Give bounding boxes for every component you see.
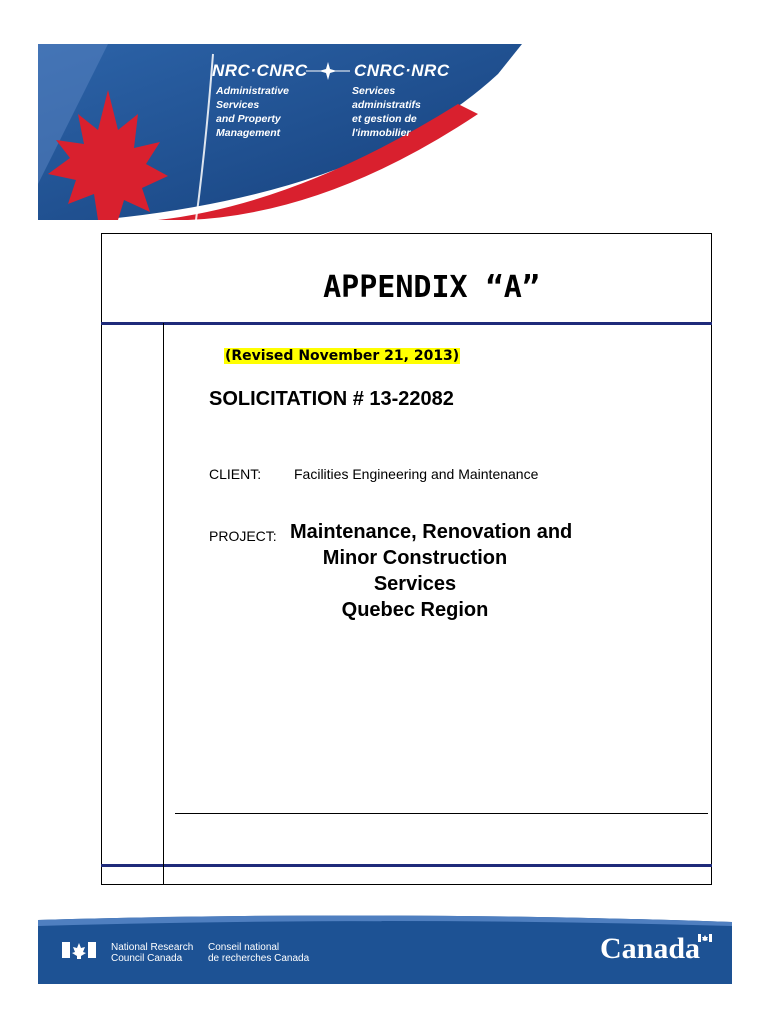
client-value: Facilities Engineering and Maintenance: [294, 466, 539, 482]
margin-divider: [163, 323, 164, 885]
project-line: Minor Construction: [322, 547, 508, 569]
org-line: de recherches Canada: [208, 953, 310, 964]
project-value: [290, 519, 573, 623]
client-label: CLIENT:: [209, 466, 262, 482]
banner-line: Administrative: [216, 85, 289, 97]
project-label: PROJECT:: [209, 528, 277, 544]
canada-wordmark: Canada: [600, 932, 701, 965]
footer-banner: [38, 914, 732, 984]
org-name-en: [111, 942, 193, 964]
banner-line: Management: [216, 127, 281, 139]
banner-line: Services: [216, 99, 260, 111]
canada-flag-icon: [62, 942, 96, 959]
org-line: National Research: [111, 942, 194, 953]
banner-line: administratifs: [352, 99, 421, 111]
banner-text-fr: [352, 84, 421, 140]
banner-text-en: [216, 84, 289, 140]
project-line: Quebec Region: [341, 599, 489, 621]
org-line: Council Canada: [111, 953, 183, 964]
banner-line: and Property: [216, 113, 281, 125]
org-line: Conseil national: [208, 942, 280, 953]
project-line: Maintenance, Renovation and: [290, 521, 573, 543]
banner-line: et gestion de: [352, 113, 417, 125]
page-title: APPENDIX “A”: [323, 270, 540, 305]
revised-note: (Revised November 21, 2013): [225, 348, 460, 364]
bottom-divider: [101, 864, 712, 867]
nrc-logo-en: NRC·CNRC: [212, 61, 308, 80]
wordmark-flag-icon: [698, 934, 712, 942]
project-line: Services: [373, 573, 457, 595]
signature-line: [175, 813, 708, 814]
header-banner: [38, 44, 522, 220]
solicitation-number: SOLICITATION # 13-22082: [209, 388, 454, 410]
org-name-fr: [208, 942, 309, 964]
nrc-logo-fr: CNRC·NRC: [354, 61, 450, 80]
banner-line: Services: [352, 85, 396, 97]
title-divider: [101, 322, 712, 325]
banner-line: l'immobilier: [352, 127, 411, 139]
